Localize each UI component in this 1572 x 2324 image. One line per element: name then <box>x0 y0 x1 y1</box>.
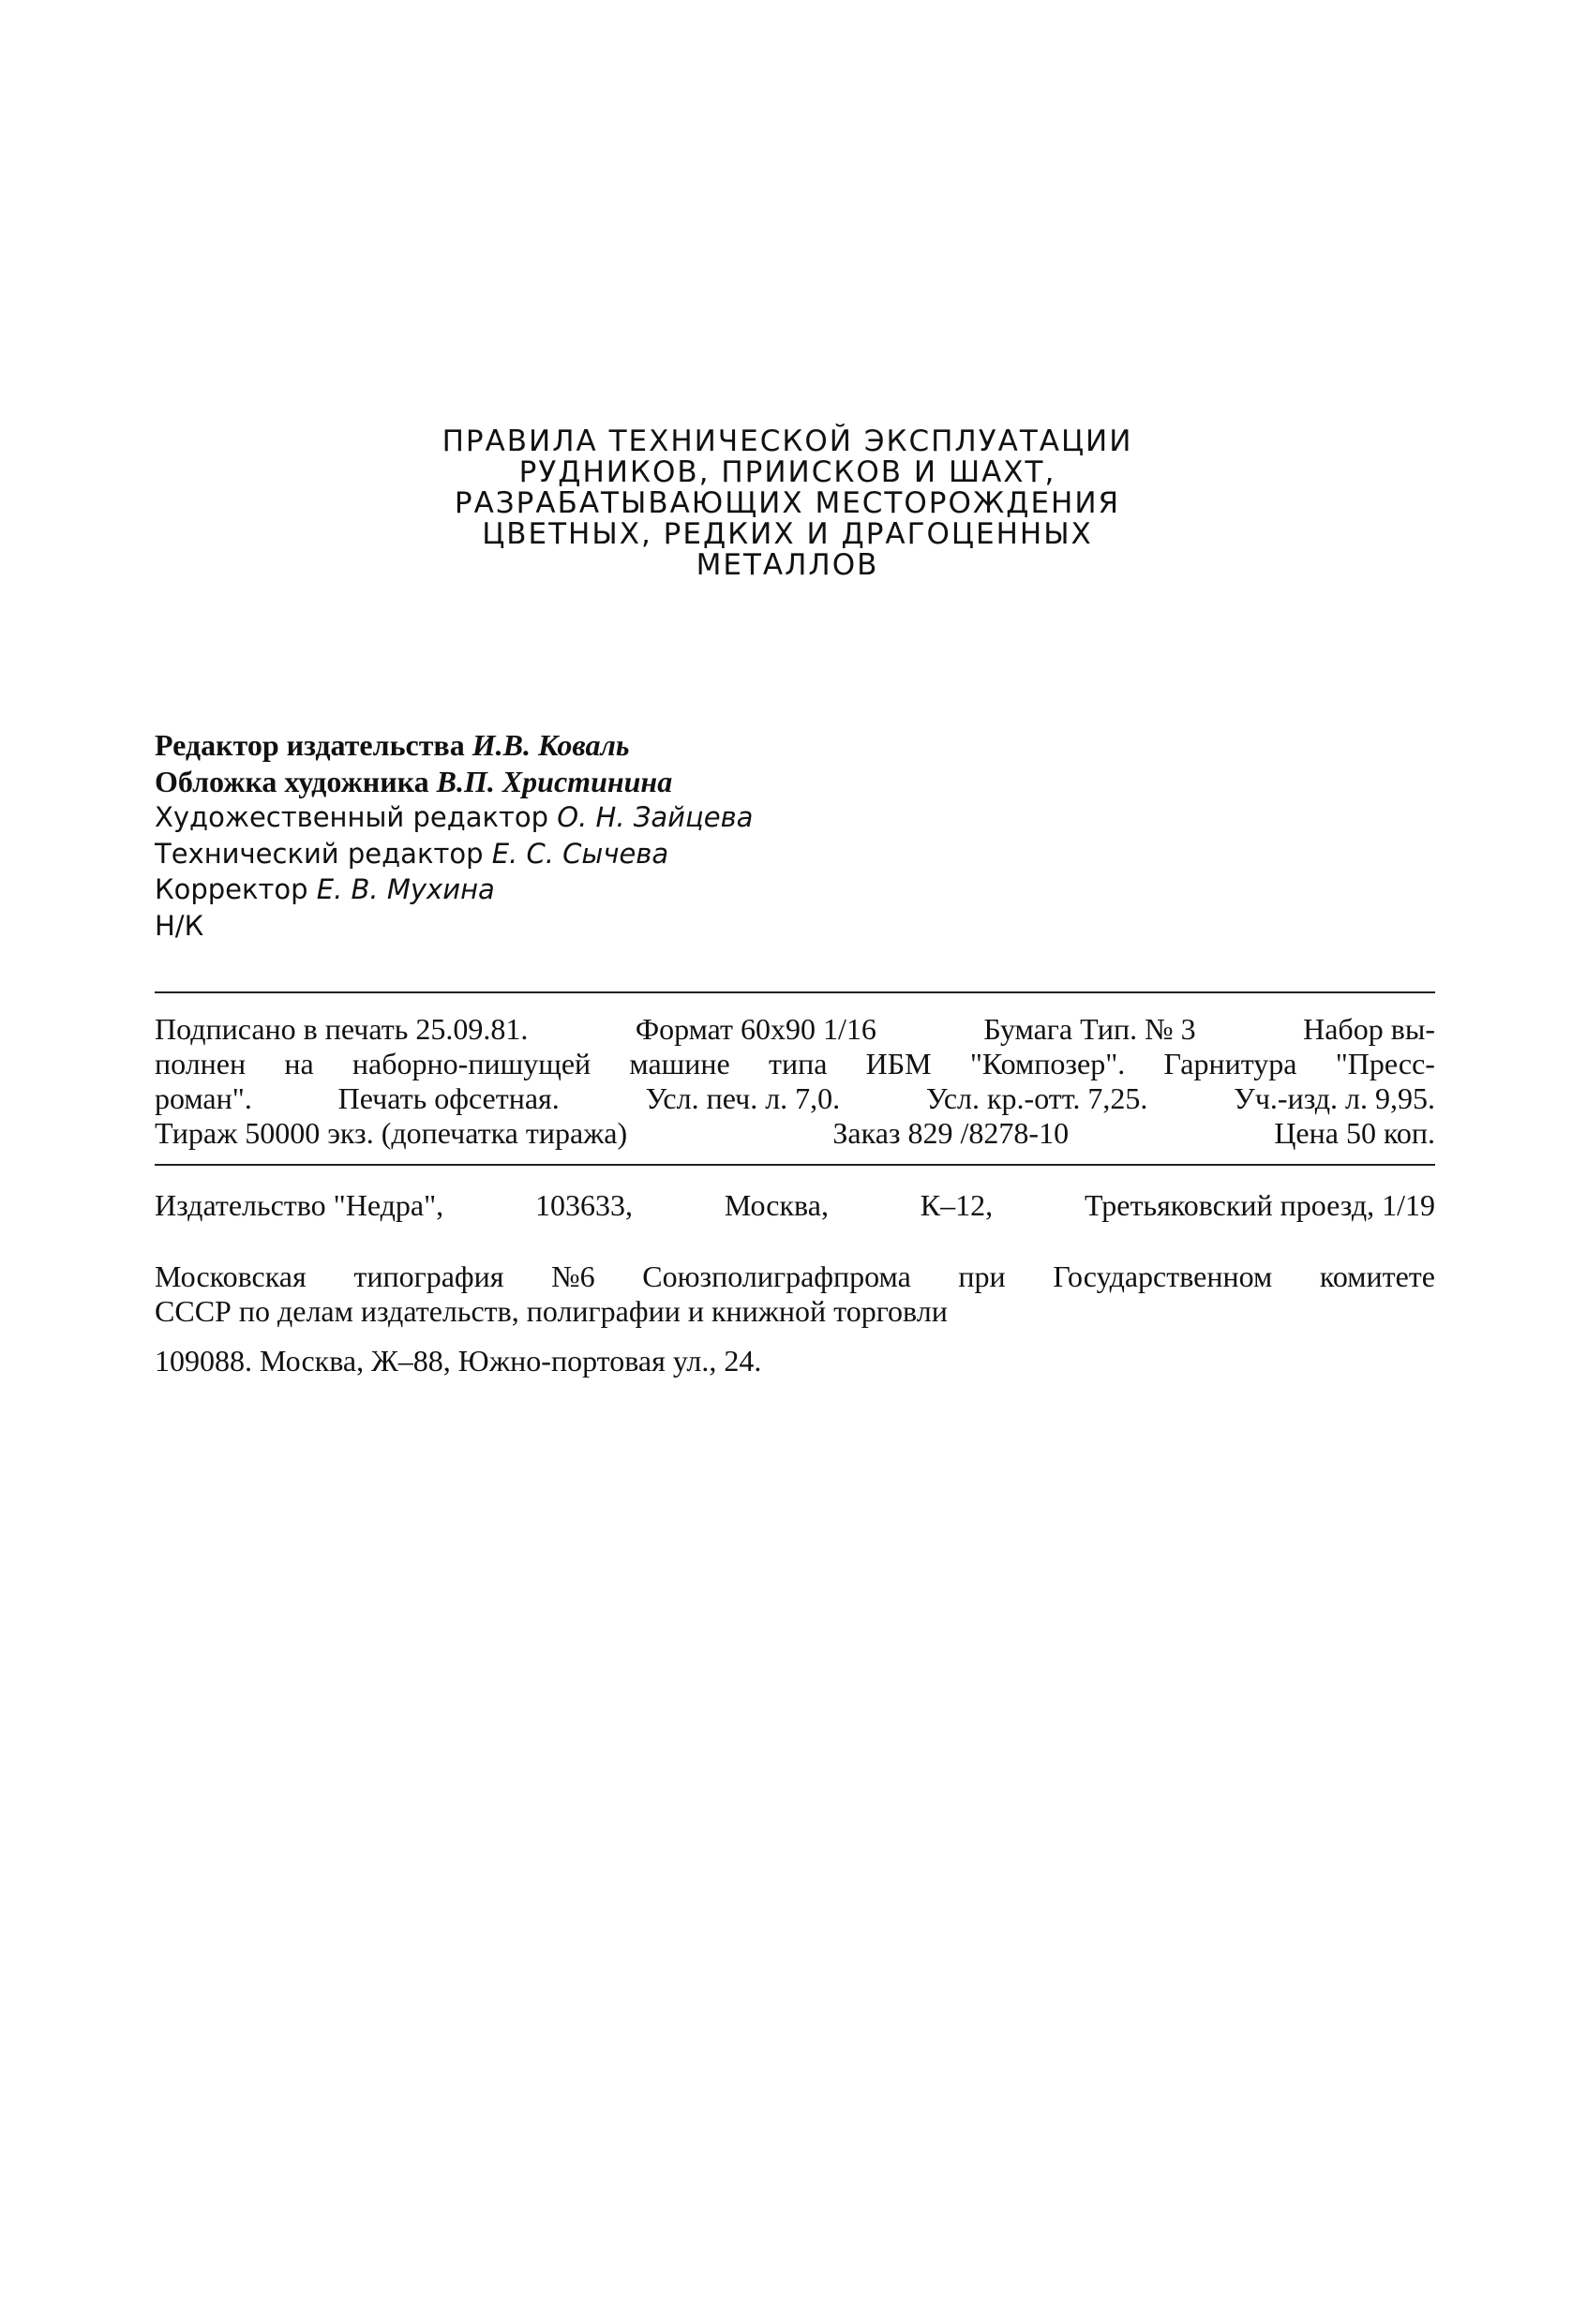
publisher-name: Издательство "Недра", <box>155 1188 444 1222</box>
imprint-typeset: Набор вы- <box>1303 1012 1435 1046</box>
credits-list <box>155 727 998 944</box>
imprint-format: Формат 60x90 1/16 <box>635 1012 876 1046</box>
imprint-word: наборно-пишущей <box>352 1047 591 1080</box>
imprint-color-prints: Усл. кр.-отт. 7,25. <box>926 1081 1148 1115</box>
credit-role: Обложка художника <box>155 764 429 798</box>
printery-line <box>155 1259 1435 1294</box>
printery-word: №6 <box>551 1259 595 1293</box>
title-line: ПРАВИЛА ТЕХНИЧЕСКОЙ ЭКСПЛУАТАЦИИ <box>442 425 1133 458</box>
book-title <box>356 426 1219 581</box>
imprint-word: на <box>284 1047 314 1080</box>
imprint-signed: Подписано в печать 25.09.81. <box>155 1012 529 1046</box>
credit-role: Н/К <box>155 909 204 942</box>
credit-name: И.В. Коваль <box>472 728 630 762</box>
credit-name: Е. В. Мухина <box>316 873 495 905</box>
imprint-print-sheets: Усл. печ. л. 7,0. <box>645 1081 841 1115</box>
divider-top <box>155 991 1435 993</box>
imprint-line <box>155 1047 1435 1081</box>
printery-word: при <box>958 1259 1006 1293</box>
imprint-print-method: Печать офсетная. <box>337 1081 560 1115</box>
printery-line: СССР по делам издательств, полиграфии и книжной торговли <box>155 1294 948 1328</box>
title-line: РУДНИКОВ, ПРИИСКОВ И ШАХТ, <box>518 455 1056 489</box>
title-line: РАЗРАБАТЫВАЮЩИХ МЕСТОРОЖДЕНИЯ <box>454 486 1121 520</box>
title-line: ЦВЕТНЫХ, РЕДКИХ И ДРАГОЦЕННЫХ <box>482 517 1093 551</box>
printery-word: Московская <box>155 1259 307 1293</box>
imprint-line <box>155 1116 1435 1151</box>
imprint-word: ИБМ <box>865 1047 932 1080</box>
printery-word: типография <box>353 1259 504 1293</box>
credit-proofreader <box>155 872 998 908</box>
imprint-paper: Бумага Тип. № 3 <box>983 1012 1196 1046</box>
credit-name: В.П. Христинина <box>436 764 673 798</box>
imprint-word: "Композер". <box>969 1047 1126 1080</box>
imprint-pub-sheets: Уч.-изд. л. 9,95. <box>1234 1081 1435 1115</box>
imprint-line <box>155 1012 1435 1047</box>
imprint-word: Гарнитура <box>1163 1047 1297 1080</box>
publisher-district: К–12, <box>920 1188 994 1222</box>
imprint-line <box>155 1081 1435 1116</box>
printery-block <box>155 1259 1435 1329</box>
publisher-zip: 103633, <box>535 1188 633 1222</box>
imprint-order: Заказ 829 /8278-10 <box>832 1116 1070 1150</box>
imprint-word: машине <box>629 1047 730 1080</box>
credit-tech-editor <box>155 836 998 872</box>
divider-bottom <box>155 1164 1435 1166</box>
imprint-block <box>155 1012 1435 1151</box>
imprint-word: типа <box>768 1047 828 1080</box>
credit-art-editor <box>155 799 998 836</box>
credit-name: Е. С. Сычева <box>491 837 669 870</box>
title-line: МЕТАЛЛОВ <box>696 548 879 582</box>
publisher-line <box>155 1188 1435 1223</box>
imprint-circulation: Тираж 50000 экз. (допечатка тиража) <box>155 1116 628 1150</box>
credit-cover-artist <box>155 764 998 800</box>
credit-code <box>155 908 998 945</box>
imprint-word: "Пресс- <box>1335 1047 1435 1080</box>
publisher-city: Москва, <box>724 1188 829 1222</box>
imprint-typeface: роман". <box>155 1081 252 1115</box>
credit-role: Редактор издательства <box>155 728 465 762</box>
publisher-street: Третьяковский проезд, 1/19 <box>1084 1188 1435 1222</box>
credit-role: Технический редактор <box>155 837 484 870</box>
printery-word: комитете <box>1319 1259 1435 1293</box>
printery-word: Государственном <box>1053 1259 1273 1293</box>
printery-word: Союзполиграфпрома <box>642 1259 911 1293</box>
credit-role: Художественный редактор <box>155 801 549 833</box>
credit-name: О. Н. Зайцева <box>557 801 754 833</box>
printery-address: 109088. Москва, Ж–88, Южно-портовая ул., 24. <box>155 1344 762 1378</box>
credit-role: Корректор <box>155 873 308 905</box>
imprint-word: полнен <box>155 1047 247 1080</box>
imprint-price: Цена 50 коп. <box>1274 1116 1435 1150</box>
credit-editor <box>155 727 998 764</box>
